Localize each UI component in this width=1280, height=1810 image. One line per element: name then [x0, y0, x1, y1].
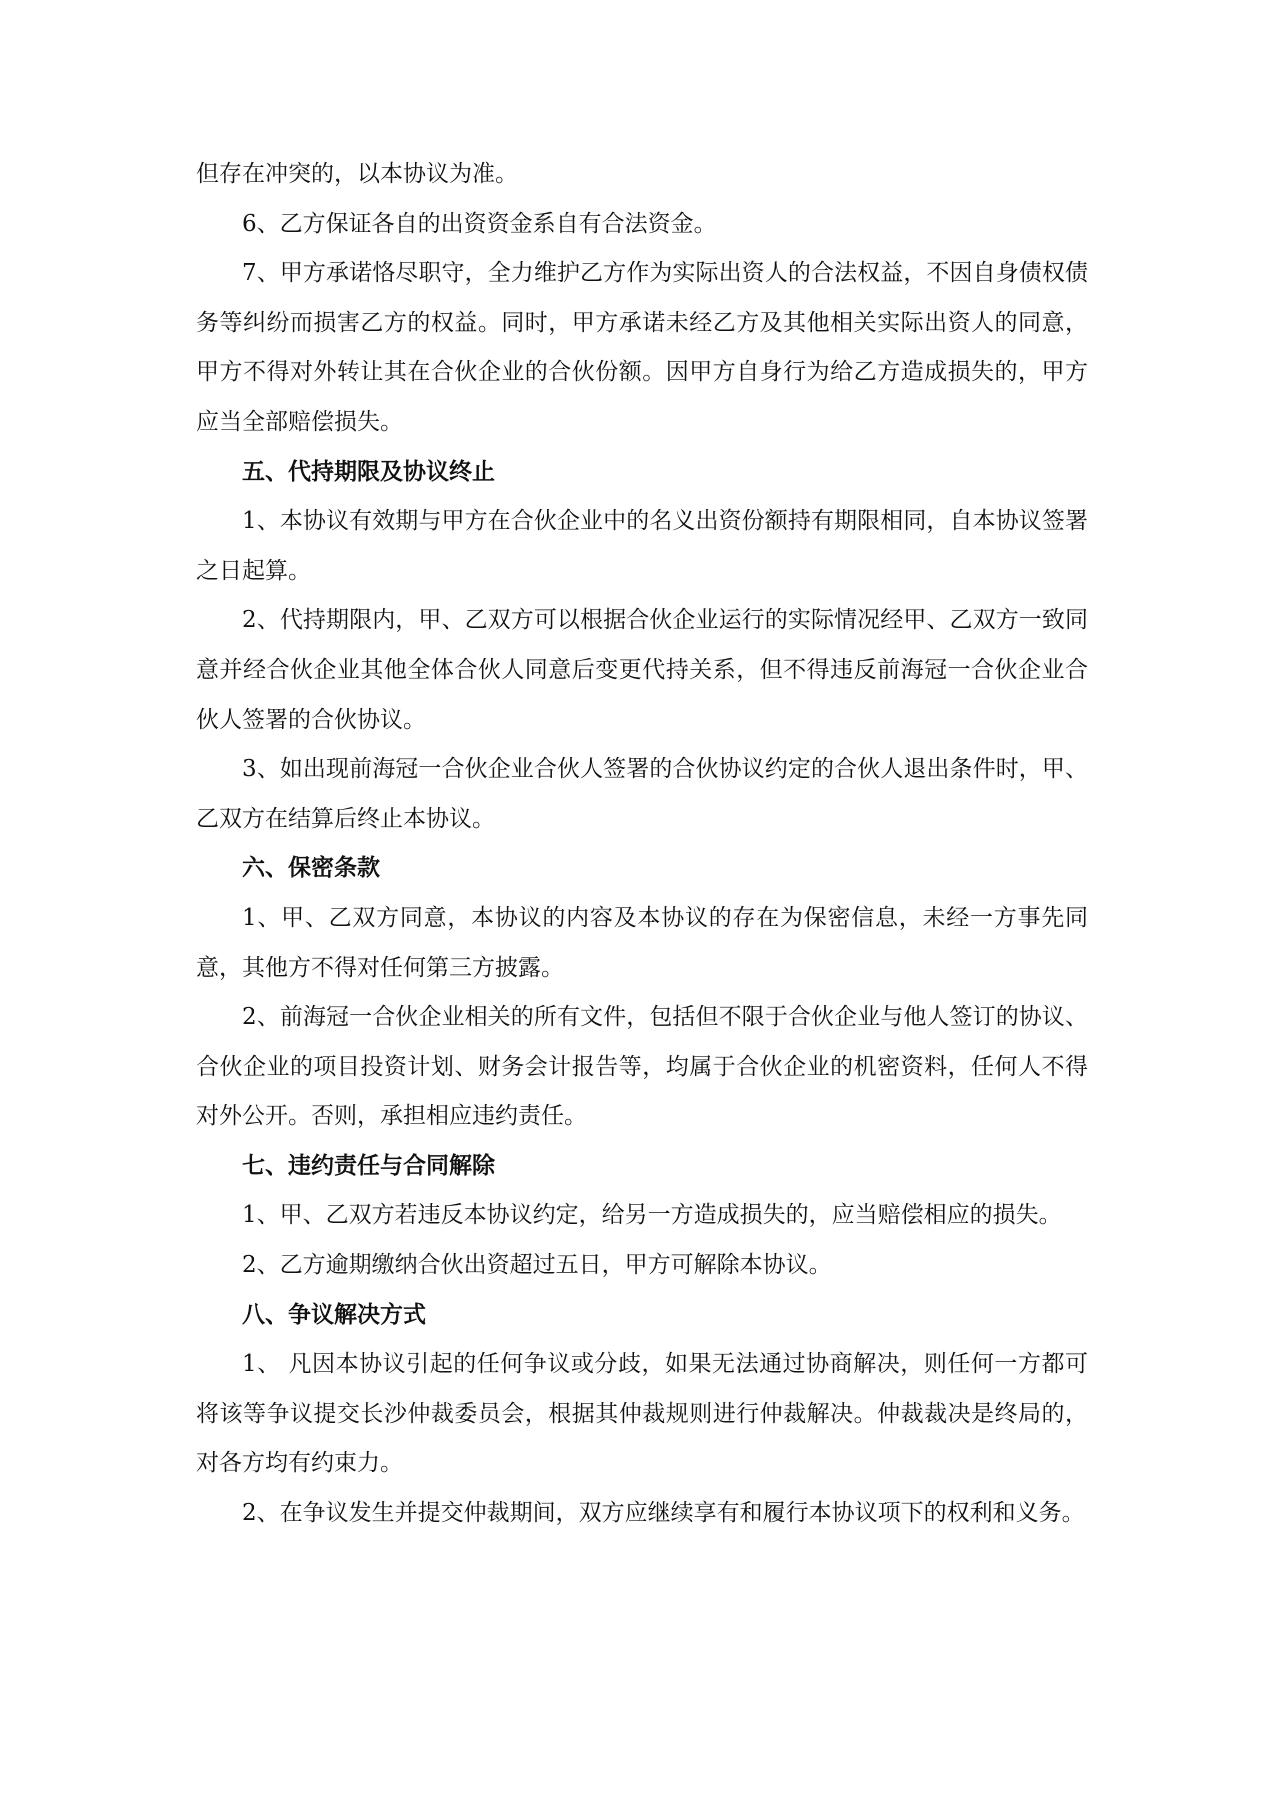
paragraph-section-7-clause-1: 1、甲、乙双方若违反本协议约定，给另一方造成损失的，应当赔偿相应的损失。: [242, 1202, 1062, 1229]
paragraph-clause-7: 7、甲方承诺恪尽职守，全力维护乙方作为实际出资人的合法权益，不因自身债权债务等纠纷而损害乙方的权益。同时，甲方承诺未经乙方及其他相关实际出资人的同意，甲方不得对外转让其在合伙企业的合伙份额。因甲方自身行为给乙方造成损失的，甲方应当全部赔偿损失。: [196, 260, 1088, 435]
section-heading-8: 八、争议解决方式: [242, 1301, 426, 1328]
paragraph-clause-6: 6、乙方保证各自的出资资金系自有合法资金。: [242, 210, 717, 237]
paragraph-continuation: 但存在冲突的，以本协议为准。: [196, 161, 518, 187]
paragraph-section-5-clause-2: 2、代持期限内，甲、乙双方可以根据合伙企业运行的实际情况经甲、乙双方一致同意并经合伙企业其他全体合伙人同意后变更代持关系，但不得违反前海冠一合伙企业合伙人签署的合伙协议。: [196, 607, 1088, 733]
section-heading-5: 五、代持期限及协议终止: [242, 458, 495, 485]
paragraph-section-6-clause-2: 2、前海冠一合伙企业相关的所有文件，包括但不限于合伙企业与他人签订的协议、合伙企业的项目投资计划、财务会计报告等，均属于合伙企业的机密资料，任何人不得对外公开。否则，承担相应违约责任。: [196, 1004, 1088, 1130]
section-heading-7: 七、违约责任与合同解除: [242, 1152, 495, 1179]
paragraph-section-8-clause-1: 1、 凡因本协议引起的任何争议或分歧，如果无法通过协商解决，则任何一方都可将该等争议提交长沙仲裁委员会，根据其仲裁规则进行仲裁解决。仲裁裁决是终局的，对各方均有约束力。: [196, 1351, 1088, 1477]
paragraph-section-5-clause-3: 3、如出现前海冠一合伙企业合伙人签署的合伙协议约定的合伙人退出条件时，甲、乙双方在结算后终止本协议。: [196, 756, 1088, 832]
paragraph-section-8-clause-2: 2、在争议发生并提交仲裁期间，双方应继续享有和履行本协议项下的权利和义务。: [242, 1500, 1085, 1527]
paragraph-section-5-clause-1: 1、本协议有效期与甲方在合伙企业中的名义出资份额持有期限相同，自本协议签署之日起算。: [196, 508, 1088, 584]
paragraph-section-7-clause-2: 2、乙方逾期缴纳合伙出资超过五日，甲方可解除本协议。: [242, 1252, 832, 1279]
paragraph-section-6-clause-1: 1、甲、乙双方同意，本协议的内容及本协议的存在为保密信息，未经一方事先同意，其他方不得对任何第三方披露。: [196, 904, 1088, 981]
document-page: [196, 150, 1088, 1539]
section-heading-6: 六、保密条款: [242, 855, 380, 882]
